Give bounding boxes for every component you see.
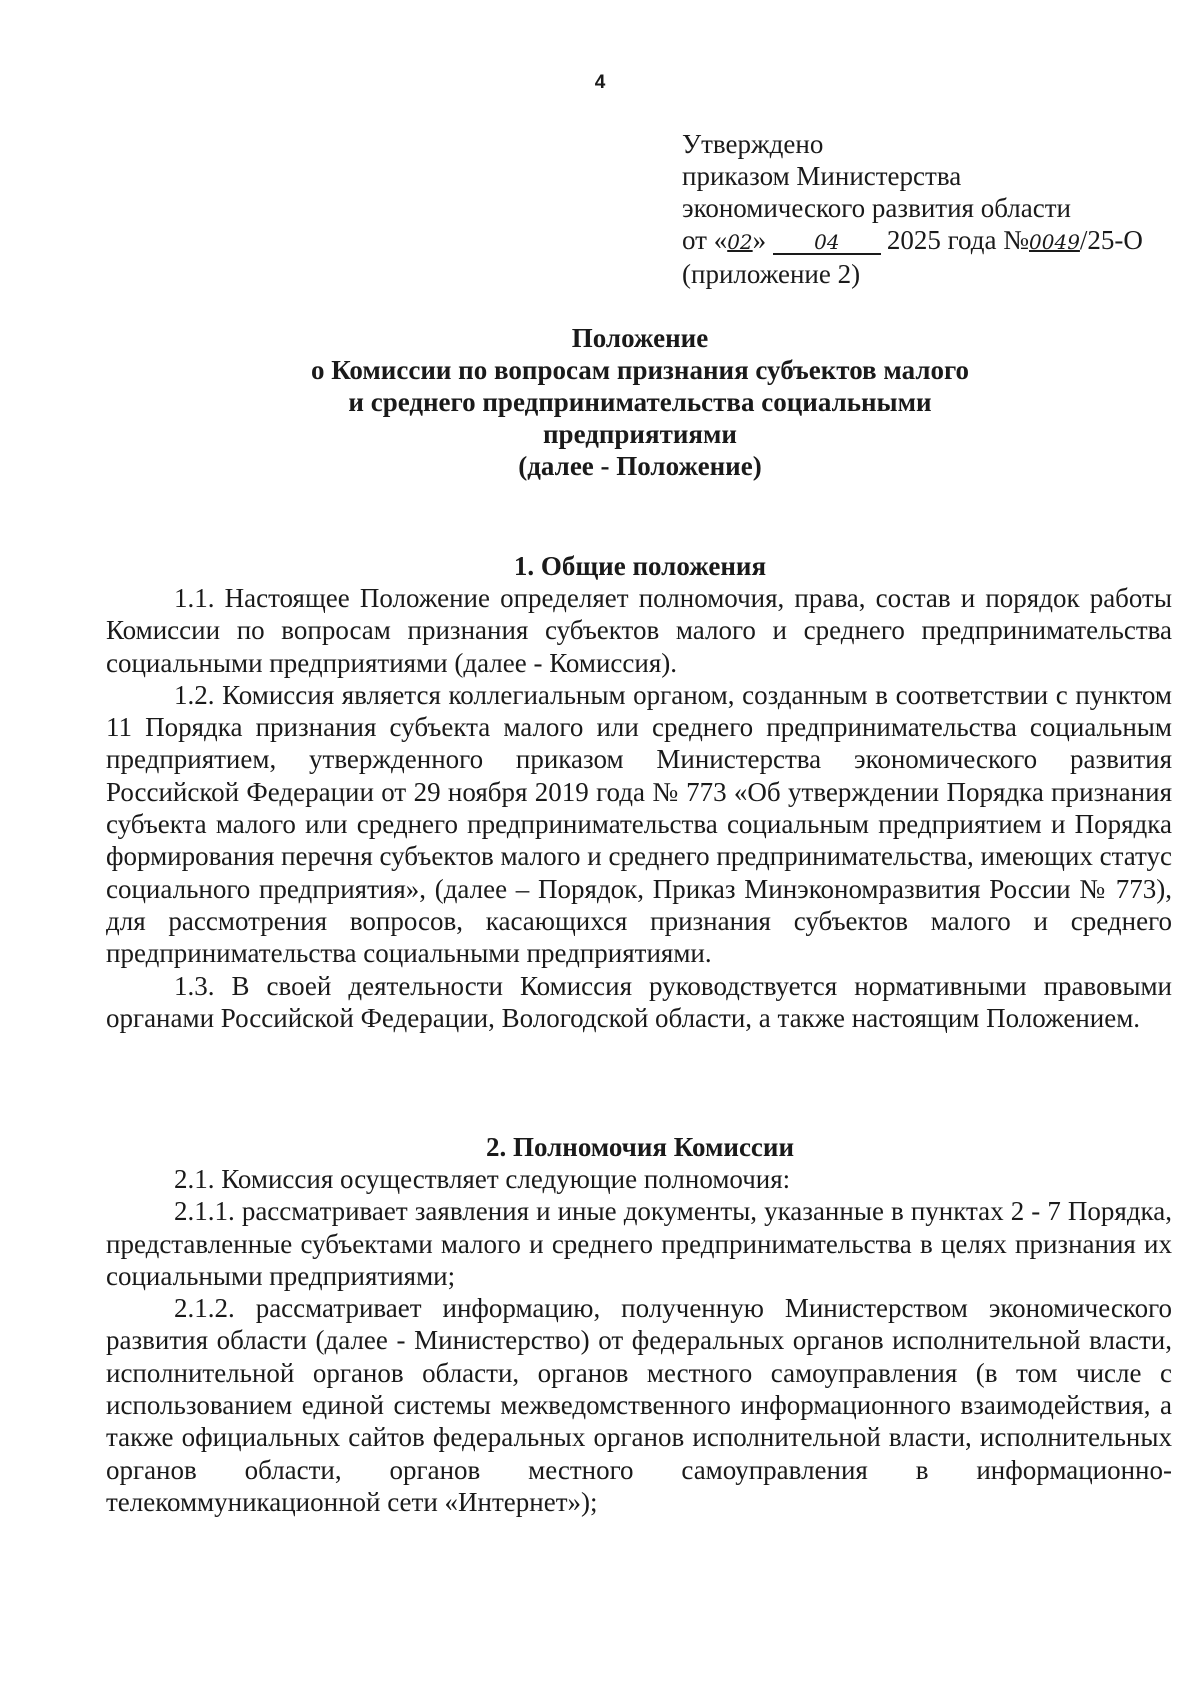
handwritten-day: 02 [727,230,753,254]
title-line-1: Положение [571,323,709,353]
title-line-2: о Комиссии по вопросам признания субъектов малого [310,355,970,385]
approval-date-line [682,224,1182,258]
date-year: 2025 года № [886,225,1030,255]
order-number-suffix: /25-О [1079,225,1143,255]
title-line-4: предприятиями [543,419,737,449]
document-title [100,322,1180,482]
date-mid: » [752,225,767,255]
handwritten-month: 04 [773,231,881,255]
title-line-5: (далее - Положение) [518,451,762,481]
paragraph-2-1-2: 2.1.2. рассматривает информацию, полученную Министерством экономического развития области (далее - Министерство) от федеральных органов исполнительной власти, исполнительной органов области, органов местного самоуправления (в том числе с использованием единой системы межведомственного информационного взаимодействия, а также официальных сайтов федеральных органов исполнительной власти, исполнительных органов области, органов местного самоуправления в информационно-телекоммуникационной сети «Интернет»); [106,1293,1172,1517]
handwritten-order-number: 0049 [1029,230,1080,254]
section-1-body [106,582,1172,1034]
paragraph-1-2: 1.2. Комиссия является коллегиальным органом, созданным в соответствии с пунктом 11 Порядка признания субъекта малого или среднего предпринимательства социальным предприятием, утвержденного приказом Министерства экономического развития Российской Федерации от 29 ноября 2019 года № 773 «Об утверждении Порядка признания субъекта малого или среднего предпринимательства социальным предприятием и Порядка формирования перечня субъектов малого и среднего предпринимательства, имеющих статус социального предприятия», (далее – Порядок, Приказ Минэкономразвития России № 773), для рассмотрения вопросов, касающихся признания субъектов малого и среднего предпринимательства социальными предприятиями. [106,679,1172,969]
approval-line-approved: Утверждено [682,129,824,159]
title-line-3: и среднего предпринимательства социальными [348,387,932,417]
paragraph-1-1: 1.1. Настоящее Положение определяет полномочия, права, состав и порядок работы Комиссии по вопросам признания субъектов малого и среднего предпринимательства социальными предприятиями (далее - Комиссия). [106,583,1172,678]
date-prefix: от « [682,225,728,255]
section-2-body [106,1163,1172,1518]
approval-line-order: приказом Министерства [682,161,962,191]
page-number: 4 [594,72,606,93]
approval-line-appendix: (приложение 2) [682,259,861,289]
approval-stamp-block [682,128,1182,290]
section-1-heading: 1. Общие положения [513,551,767,581]
section-2-heading: 2. Полномочия Комиссии [485,1132,795,1162]
paragraph-1-3: 1.3. В своей деятельности Комиссия руководствуется нормативными правовыми органами Российской Федерации, Вологодской области, а также настоящим Положением. [106,970,1172,1033]
approval-line-ministry: экономического развития области [682,193,1071,223]
paragraph-2-1-1: 2.1.1. рассматривает заявления и иные документы, указанные в пунктах 2 - 7 Порядка, представленные субъектами малого и среднего предпринимательства в целях признания их социальными предприятиями; [106,1196,1172,1291]
paragraph-2-1: 2.1. Комиссия осуществляет следующие полномочия: [174,1164,791,1194]
